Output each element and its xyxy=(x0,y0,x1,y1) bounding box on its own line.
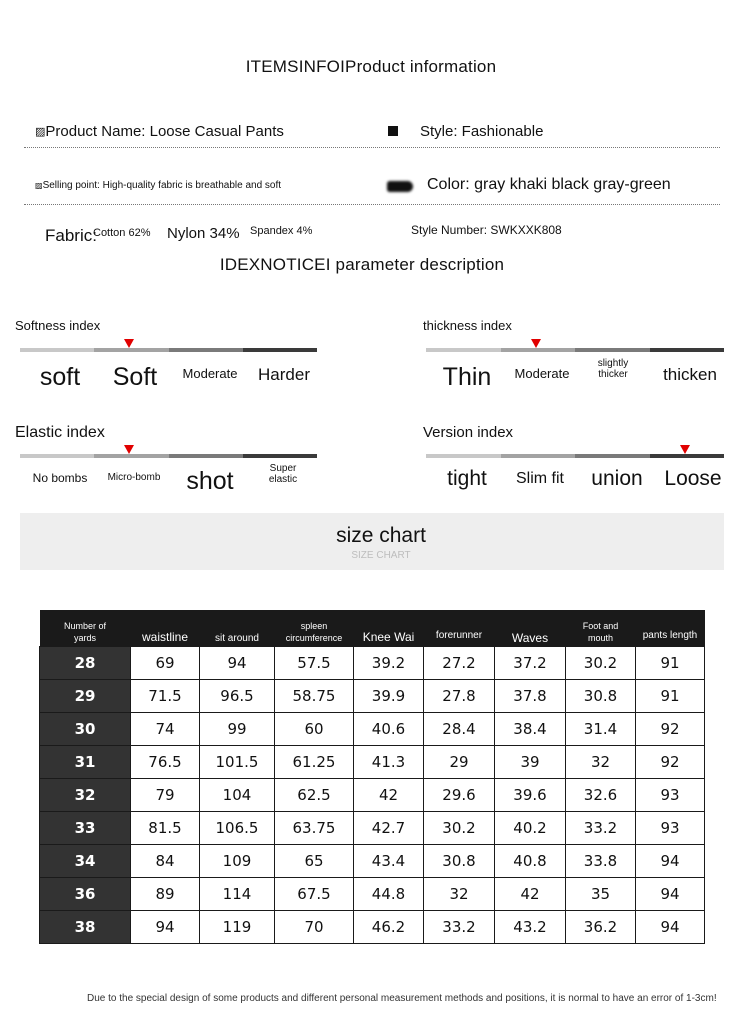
scale-segment xyxy=(426,348,501,352)
measurement-cell: 92 xyxy=(636,746,705,779)
measurement-cell: 93 xyxy=(636,779,705,812)
version-scale xyxy=(426,454,724,458)
fabric-spandex: Spandex 4% xyxy=(250,225,313,237)
measurement-cell: 32 xyxy=(424,878,495,911)
measurement-cell: 27.8 xyxy=(424,680,495,713)
size-cell: 28 xyxy=(40,647,131,680)
style-row xyxy=(388,123,543,140)
thickness-label: thickness index xyxy=(423,318,512,333)
column-header: Number of yards xyxy=(40,610,131,647)
size-cell: 29 xyxy=(40,680,131,713)
size-cell: 32 xyxy=(40,779,131,812)
measurement-cell: 36.2 xyxy=(566,911,636,944)
measurement-cell: 104 xyxy=(200,779,275,812)
thickness-option: slightly thicker xyxy=(597,358,629,380)
product-name: Product Name: Loose Casual Pants xyxy=(45,123,284,140)
measurement-cell: 114 xyxy=(200,878,275,911)
table-row xyxy=(40,746,705,779)
thickness-option: Thin xyxy=(442,363,492,391)
style-number: Style Number: SWKXXK808 xyxy=(411,223,562,237)
color-label: Color: gray khaki black gray-green xyxy=(427,176,671,193)
selling-point-row xyxy=(35,180,281,191)
measurement-cell: 27.2 xyxy=(424,647,495,680)
scale-segment xyxy=(575,348,650,352)
measurement-cell: 94 xyxy=(636,845,705,878)
measurement-cell: 61.25 xyxy=(275,746,354,779)
square-bullet-icon xyxy=(388,126,398,136)
measurement-cell: 28.4 xyxy=(424,713,495,746)
size-chart-title: size chart xyxy=(336,524,426,547)
measurement-cell: 33.2 xyxy=(566,812,636,845)
scale-segment xyxy=(169,454,243,458)
measurement-cell: 84 xyxy=(131,845,200,878)
fabric-cotton: Cotton 62% xyxy=(93,227,151,239)
footer-note: Due to the special design of some products and different personal measurement methods and positions, it is normal to have an error of 1-3cm! xyxy=(87,993,717,1004)
scale-segment xyxy=(426,454,501,458)
measurement-cell: 62.5 xyxy=(275,779,354,812)
size-chart-subtitle: SIZE CHART xyxy=(351,550,411,561)
measurement-cell: 65 xyxy=(275,845,354,878)
version-marker xyxy=(680,445,690,454)
size-cell: 38 xyxy=(40,911,131,944)
fabric-label: Fabric: xyxy=(45,226,97,245)
measurement-cell: 30.8 xyxy=(566,680,636,713)
version-option: Loose xyxy=(664,467,722,490)
measurement-cell: 119 xyxy=(200,911,275,944)
measurement-cell: 43.2 xyxy=(495,911,566,944)
version-option: tight xyxy=(447,467,487,490)
measurement-cell: 46.2 xyxy=(354,911,424,944)
table-row xyxy=(40,779,705,812)
measurement-cell: 32.6 xyxy=(566,779,636,812)
brush-stroke-icon xyxy=(387,181,413,192)
selling-point: Selling point: High-quality fabric is breathable and soft xyxy=(42,180,282,191)
softness-option: soft xyxy=(39,363,81,391)
measurement-cell: 79 xyxy=(131,779,200,812)
fabric-nylon: Nylon 34% xyxy=(167,225,240,242)
size-cell: 36 xyxy=(40,878,131,911)
measurement-cell: 33.2 xyxy=(424,911,495,944)
measurement-cell: 43.4 xyxy=(354,845,424,878)
column-header: pants length xyxy=(636,610,705,647)
column-header: Waves xyxy=(495,610,566,647)
measurement-cell: 32 xyxy=(566,746,636,779)
measurement-cell: 94 xyxy=(131,911,200,944)
scale-segment xyxy=(94,454,168,458)
measurement-cell: 29.6 xyxy=(424,779,495,812)
measurement-cell: 60 xyxy=(275,713,354,746)
measurement-cell: 30.8 xyxy=(424,845,495,878)
size-cell: 33 xyxy=(40,812,131,845)
measurement-cell: 101.5 xyxy=(200,746,275,779)
column-header: Foot and mouth xyxy=(566,610,636,647)
measurement-cell: 40.6 xyxy=(354,713,424,746)
measurement-cell: 30.2 xyxy=(566,647,636,680)
size-cell: 34 xyxy=(40,845,131,878)
softness-option: Moderate xyxy=(182,366,238,381)
measurement-cell: 37.2 xyxy=(495,647,566,680)
column-header: sit around xyxy=(200,610,275,647)
measurement-cell: 33.8 xyxy=(566,845,636,878)
measurement-cell: 42 xyxy=(495,878,566,911)
measurement-cell: 35 xyxy=(566,878,636,911)
elastic-label: Elastic index xyxy=(15,424,105,441)
elastic-marker xyxy=(124,445,134,454)
thickness-marker xyxy=(531,339,541,348)
measurement-cell: 39.2 xyxy=(354,647,424,680)
size-table xyxy=(39,610,705,944)
table-row xyxy=(40,812,705,845)
table-header-row xyxy=(40,610,705,647)
scale-segment xyxy=(20,348,94,352)
size-cell: 30 xyxy=(40,713,131,746)
style-label: Style: Fashionable xyxy=(420,123,544,140)
elastic-option: shot xyxy=(186,467,234,495)
scale-segment xyxy=(243,348,317,352)
measurement-cell: 89 xyxy=(131,878,200,911)
measurement-cell: 39.6 xyxy=(495,779,566,812)
measurement-cell: 39 xyxy=(495,746,566,779)
measurement-cell: 94 xyxy=(200,647,275,680)
measurement-cell: 41.3 xyxy=(354,746,424,779)
measurement-cell: 31.4 xyxy=(566,713,636,746)
table-row xyxy=(40,878,705,911)
measurement-cell: 91 xyxy=(636,680,705,713)
measurement-cell: 40.2 xyxy=(495,812,566,845)
scale-segment xyxy=(94,348,168,352)
measurement-cell: 81.5 xyxy=(131,812,200,845)
measurement-cell: 70 xyxy=(275,911,354,944)
table-row xyxy=(40,713,705,746)
measurement-cell: 91 xyxy=(636,647,705,680)
measurement-cell: 30.2 xyxy=(424,812,495,845)
measurement-cell: 40.8 xyxy=(495,845,566,878)
thickness-option: thicken xyxy=(663,365,717,384)
scale-segment xyxy=(20,454,94,458)
measurement-cell: 99 xyxy=(200,713,275,746)
product-name-row xyxy=(35,123,284,140)
measurement-cell: 96.5 xyxy=(200,680,275,713)
measurement-cell: 69 xyxy=(131,647,200,680)
table-row xyxy=(40,845,705,878)
scale-segment xyxy=(650,348,725,352)
elastic-option: No bombs xyxy=(32,471,88,485)
scale-segment xyxy=(501,454,576,458)
measurement-cell: 71.5 xyxy=(131,680,200,713)
measurement-cell: 63.75 xyxy=(275,812,354,845)
scale-segment xyxy=(169,348,243,352)
column-header: Knee Wai xyxy=(354,610,424,647)
measurement-cell: 42 xyxy=(354,779,424,812)
measurement-cell: 37.8 xyxy=(495,680,566,713)
size-table-body xyxy=(40,647,705,944)
measurement-cell: 67.5 xyxy=(275,878,354,911)
table-row xyxy=(40,911,705,944)
size-cell: 31 xyxy=(40,746,131,779)
bullet-icon: ▨ xyxy=(35,126,46,138)
measurement-cell: 29 xyxy=(424,746,495,779)
column-header: waistline xyxy=(131,610,200,647)
parameter-title: IDEXNOTICEI parameter description xyxy=(219,255,505,274)
measurement-cell: 74 xyxy=(131,713,200,746)
measurement-cell: 57.5 xyxy=(275,647,354,680)
product-info-title: ITEMSINFOIProduct information xyxy=(245,57,497,76)
softness-label: Softness index xyxy=(15,318,101,333)
scale-segment xyxy=(501,348,576,352)
scale-segment xyxy=(243,454,317,458)
measurement-cell: 38.4 xyxy=(495,713,566,746)
column-header: forerunner xyxy=(424,610,495,647)
scale-segment xyxy=(575,454,650,458)
column-header: spleen circumference xyxy=(275,610,354,647)
measurement-cell: 42.7 xyxy=(354,812,424,845)
measurement-cell: 94 xyxy=(636,878,705,911)
measurement-cell: 109 xyxy=(200,845,275,878)
thickness-scale xyxy=(426,348,724,352)
softness-marker xyxy=(124,339,134,348)
version-option: union xyxy=(591,467,643,490)
dotted-divider xyxy=(24,147,720,148)
elastic-option: Super elastic xyxy=(268,463,298,485)
measurement-cell: 44.8 xyxy=(354,878,424,911)
measurement-cell: 92 xyxy=(636,713,705,746)
bullet-icon: ▨ xyxy=(35,181,43,190)
softness-scale xyxy=(20,348,317,352)
measurement-cell: 76.5 xyxy=(131,746,200,779)
thickness-option: Moderate xyxy=(514,366,570,381)
measurement-cell: 93 xyxy=(636,812,705,845)
version-option: Slim fit xyxy=(516,470,564,487)
softness-option: Harder xyxy=(258,365,310,384)
measurement-cell: 94 xyxy=(636,911,705,944)
measurement-cell: 106.5 xyxy=(200,812,275,845)
softness-option: Soft xyxy=(112,363,158,391)
scale-segment xyxy=(650,454,725,458)
version-label: Version index xyxy=(423,424,514,441)
elastic-option: Micro-bomb xyxy=(107,472,161,483)
table-row xyxy=(40,680,705,713)
elastic-scale xyxy=(20,454,317,458)
measurement-cell: 39.9 xyxy=(354,680,424,713)
dotted-divider xyxy=(24,204,720,205)
table-row xyxy=(40,647,705,680)
measurement-cell: 58.75 xyxy=(275,680,354,713)
